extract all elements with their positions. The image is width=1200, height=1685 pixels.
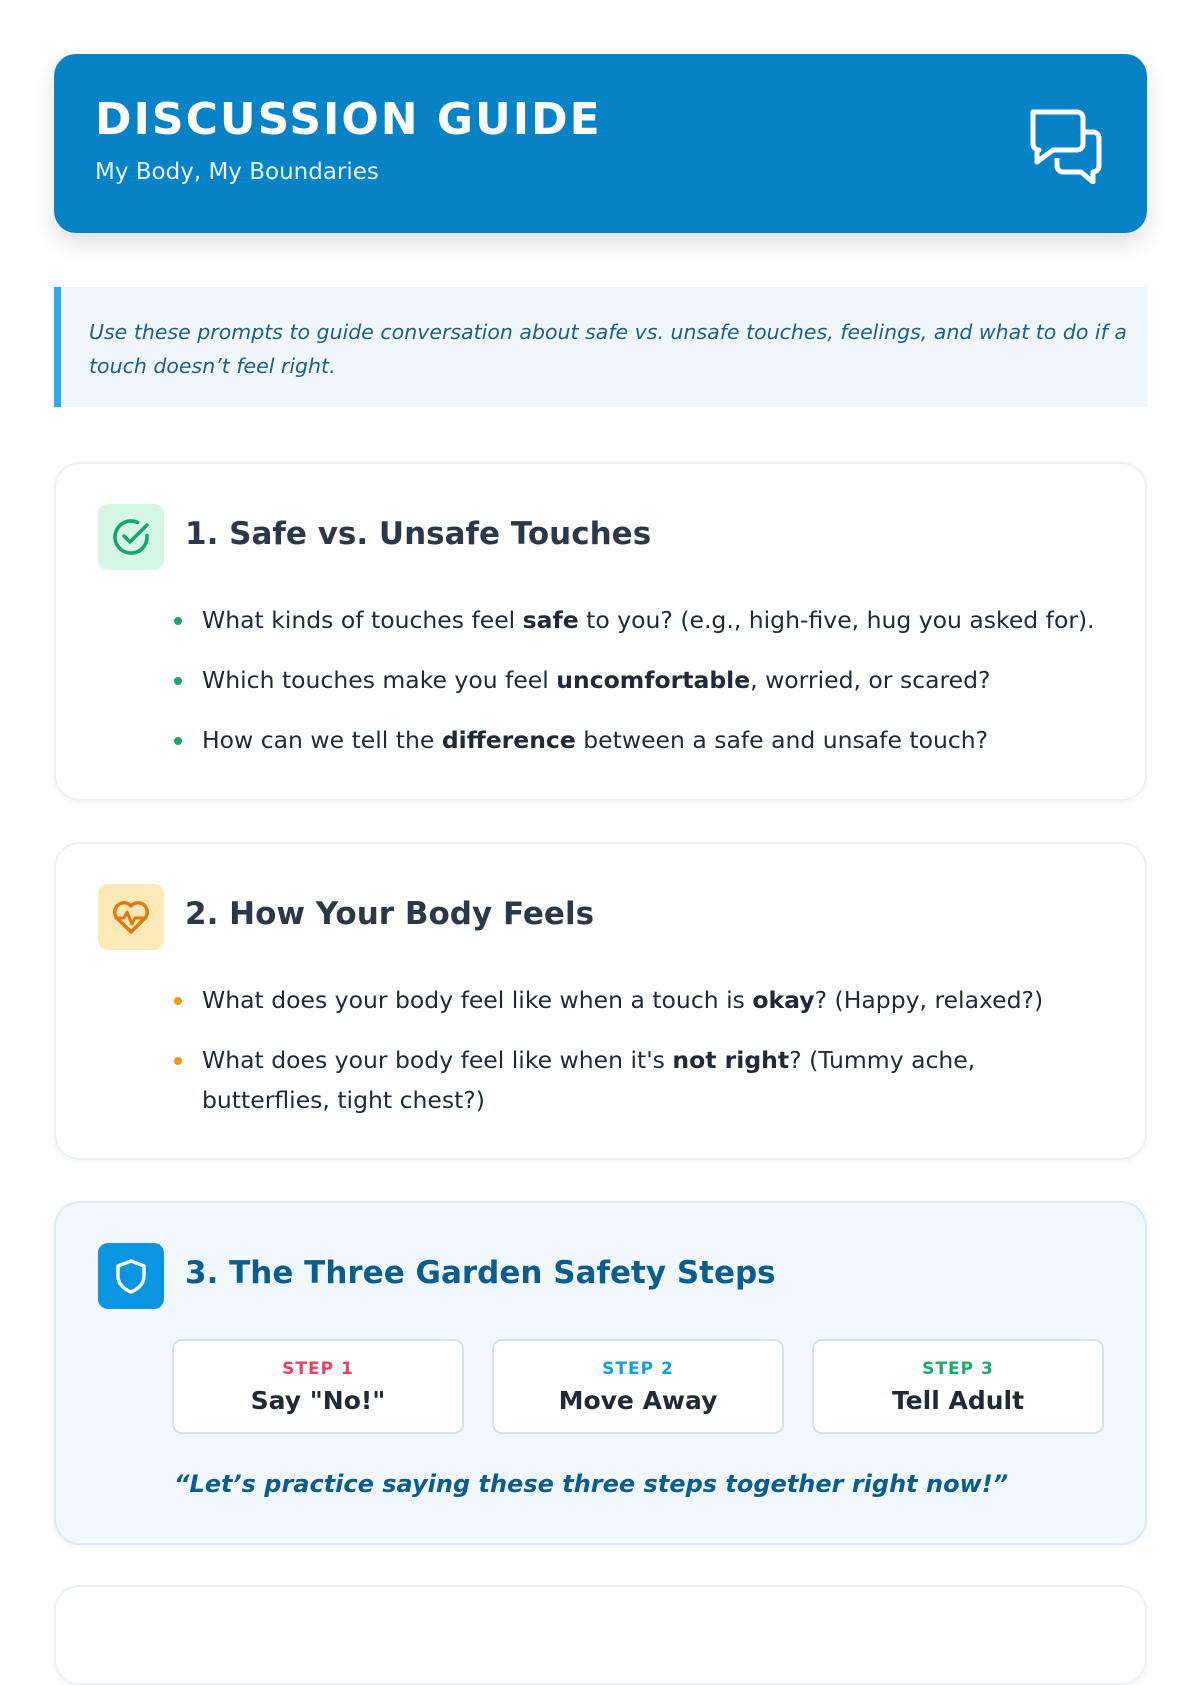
heart-pulse-icon-badge [98, 884, 164, 950]
chat-bubbles-icon [1027, 106, 1105, 184]
step-label: STEP 2 [602, 1359, 674, 1379]
section-title: 2. How Your Body Feels [185, 896, 595, 932]
steps-row [172, 1339, 1104, 1435]
step-card [172, 1339, 464, 1434]
intro-callout [54, 287, 1147, 407]
bullet-dot [174, 737, 182, 745]
bullet-dot [174, 677, 182, 685]
practice-quote: “Let’s practice saying these three steps together right now!” [174, 1470, 1009, 1498]
heart-pulse-icon [111, 897, 151, 937]
shield-icon [111, 1256, 151, 1296]
section-safe-unsafe-touches: 1. Safe vs. Unsafe Touches What kinds of touches feel safe to you? (e.g., high-five, hug you asked for). Which touches make you feel uncomfortable, worried, or scared? How can we tell the difference between a safe and unsafe touch? [54, 462, 1147, 801]
step-value: Tell Adult [891, 1386, 1025, 1415]
guide-header [54, 54, 1147, 233]
page-title: DISCUSSION GUIDE [95, 94, 602, 145]
section-how-your-body-feels: 2. How Your Body Feels What does your body feel like when a touch is okay? (Happy, relaxed?) What does your body feel like when it's not right? (Tummy ache, butterflies, tight chest?) [54, 842, 1147, 1160]
step-card [812, 1339, 1104, 1434]
bullet-dot [174, 1057, 182, 1065]
section-garden-safety-steps [54, 1201, 1147, 1545]
step-label: STEP 3 [922, 1359, 994, 1379]
check-circle-icon [111, 517, 151, 557]
step-value: Move Away [558, 1386, 718, 1415]
bullet-dot [174, 617, 182, 625]
step-value: Say "No!" [250, 1386, 386, 1415]
section-title: 3. The Three Garden Safety Steps [185, 1255, 776, 1291]
step-card [492, 1339, 784, 1434]
intro-text: Use these prompts to guide conversation about safe vs. unsafe touches, feelings, and what to do if a touch doesn’t feel right. [89, 320, 1127, 378]
bullet-dot [174, 997, 182, 1005]
page-subtitle: My Body, My Boundaries [95, 159, 379, 185]
section-next-card [54, 1585, 1147, 1685]
section-title: 1. Safe vs. Unsafe Touches [185, 516, 652, 552]
shield-icon-badge [98, 1243, 164, 1309]
check-circle-icon-badge [98, 504, 164, 570]
step-label: STEP 1 [282, 1359, 354, 1379]
